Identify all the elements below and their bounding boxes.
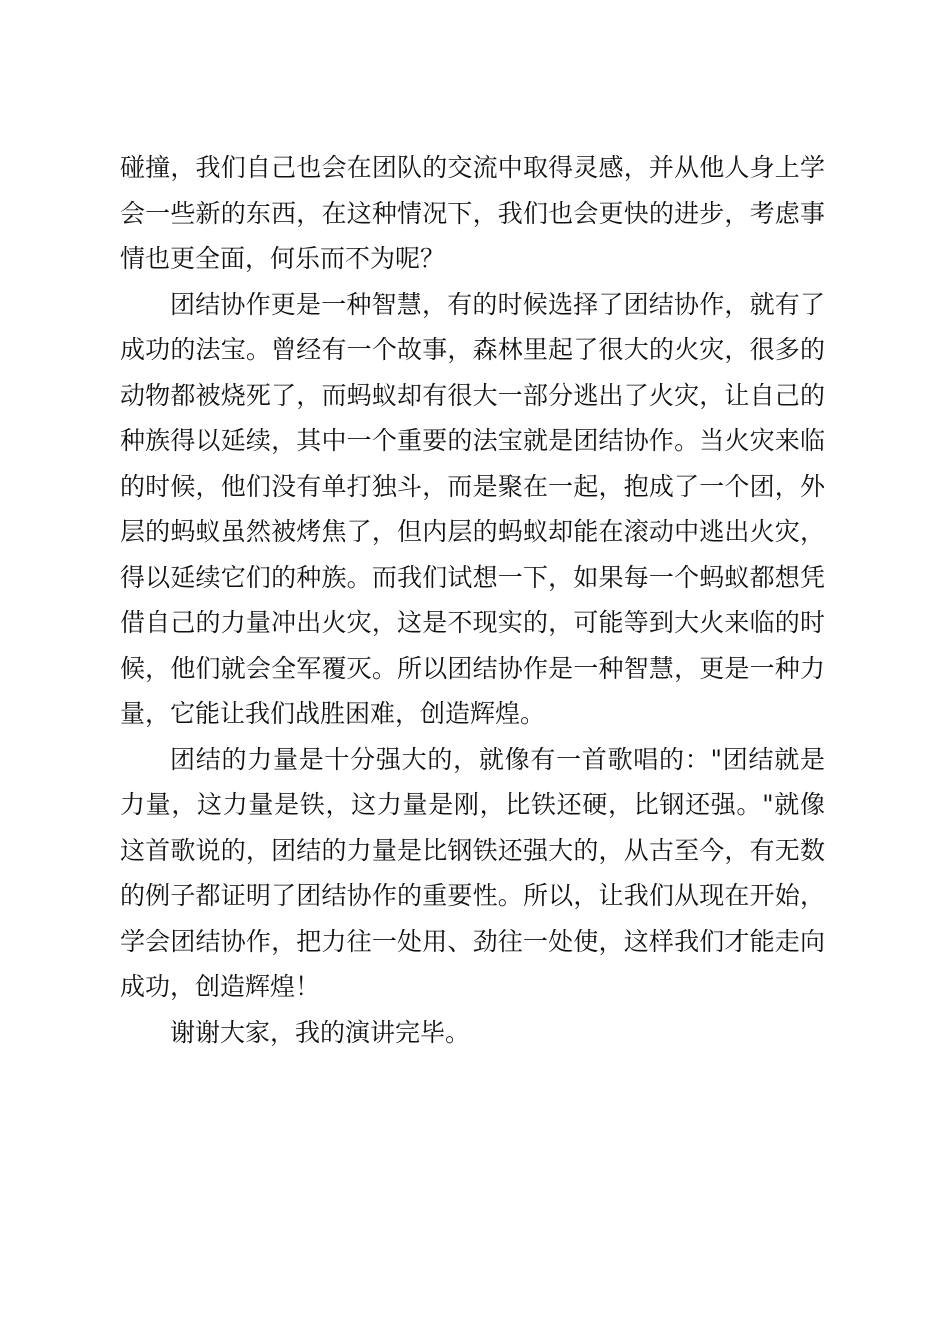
paragraph-closing: 谢谢大家，我的演讲完毕。 — [170, 1017, 471, 1047]
paragraph-wisdom: 团结协作更是一种智慧，有的时候选择了团结协作，就有了成功的法宝。曾经有一个故事，森林里起了很大的火灾，很多的动物都被烧死了，而蚂蚁却有很大一部分逃出了火灾，让自己的种族得以延续，其中一个重要的法宝就是团结协作。当火灾来临的时候，他们没有单打独斗，而是聚在一起，抱成了一个团，外层的蚂蚁虽然被烤焦了，但内层的蚂蚁却能在滚动中逃出火灾，得以延续它们的种族。而我们试想一下，如果每一个蚂蚁都想凭借自己的力量冲出火灾，这是不现实的，可能等到大火来临的时候，他们就会全军覆灭。所以团结协作是一种智慧，更是一种力量，它能让我们战胜困难，创造辉煌。 — [120, 289, 825, 728]
paragraph-strength: 团结的力量是十分强大的，就像有一首歌唱的："团结就是力量，这力量是铁，这力量是刚，比铁还硬，比钢还强。"就像这首歌说的，团结的力量是比钢铁还强大的，从古至今，有无数的例子都证明了团结协作的重要性。所以，让我们从现在开始，学会团结协作，把力往一处用、劲往一处使，这样我们才能走向成功，创造辉煌！ — [120, 744, 825, 1001]
paragraph-continuation: 碰撞，我们自己也会在团队的交流中取得灵感，并从他人身上学会一些新的东西，在这种情况下，我们也会更快的进步，考虑事情也更全面，何乐而不为呢？ — [120, 153, 825, 273]
speech-body — [120, 145, 825, 1055]
